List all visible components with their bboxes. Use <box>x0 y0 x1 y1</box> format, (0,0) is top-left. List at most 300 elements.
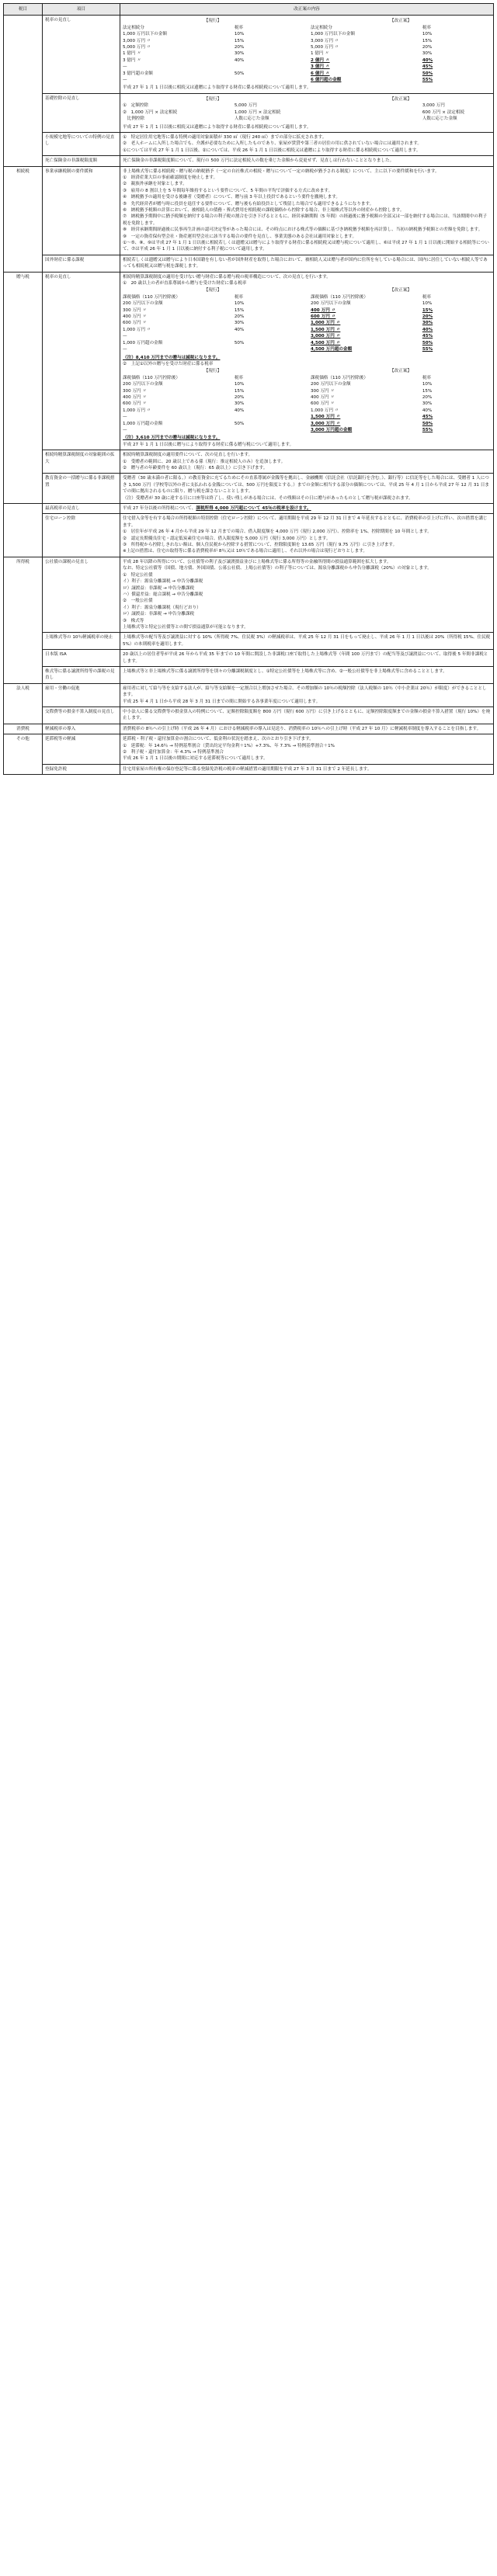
rate-table-header: 【現行】 <box>203 369 222 374</box>
content-cell <box>120 734 494 765</box>
rate-cell <box>311 340 491 346</box>
content-cell <box>120 724 494 734</box>
item-cell: 日本版 ISA <box>43 650 120 667</box>
content-line: ①〜⑤、⑧、⑨は平成 27 年 1 月 1 日以後に相続若しくは遺贈又は贈与により取得する財産に係る相続税又は贈与税について適用し、⑥は平成 27 年 1 月 1 日以後に開始する相続等について、⑦は平成 26 年 1 月 1 日以後に納付する利子税について適用します。 <box>123 241 489 252</box>
column-header-item: 項目 <box>43 4 120 16</box>
item-cell: 雇用・労働の促進 <box>43 683 120 706</box>
content-line: なお、特定公社債等（国債、地方債、外国国債、公募公社債、上場公社債等）の利子等については、源泉分離課税から申告分離課税（20%）の対象とします。 <box>123 566 432 571</box>
rate-label: 1 億円 〃 <box>123 51 141 57</box>
content-line: 死亡保険金の非課税限度額について、現行の 500 万円に法定相続人の数を乗じた金額から変更せず、見直しは行わないこととなりました。 <box>123 158 394 164</box>
rate-label: 400 万円 〃 <box>123 314 148 320</box>
rate-cell <box>123 381 303 387</box>
rate-label: 600 万円 〃 <box>123 401 148 407</box>
rate-value: 15% <box>422 38 433 43</box>
rate-label: 1,000 万円以下の金額 <box>123 32 167 37</box>
content-line: ③ 株式等 <box>123 618 144 623</box>
rate-label: 2 億円 〃 <box>311 57 330 63</box>
rate-value: 30% <box>422 51 433 57</box>
content-line: 平成 25 年 4 月 1 日から平成 28 年 3 月 31 日までの間に開始する各事業年度について適用します。 <box>123 699 321 704</box>
rate-cell <box>311 421 491 427</box>
rate-label: 400 万円 〃 <box>311 394 335 400</box>
item-cell: 最高税率の見直し <box>43 504 120 514</box>
rate-table-header: 【現行】 <box>203 19 222 24</box>
rate-cell <box>123 346 303 352</box>
rate-value: 人数に応じた金額 <box>234 116 269 122</box>
rate-value: 15% <box>234 38 245 43</box>
rate-value: 15% <box>234 388 245 394</box>
table-row <box>4 16 494 93</box>
rate-label: 1,000 万円超の金額 <box>123 421 163 426</box>
rate-value: 10% <box>234 382 245 387</box>
table-row <box>4 156 494 166</box>
rate-value: 5,000 万円 <box>234 103 257 109</box>
content-cell <box>120 255 494 272</box>
content-line: ② 贈与者の年齢要件を 60 歳以上（現行：65 歳以上）に引き下げます。 <box>123 466 268 470</box>
table-row <box>4 166 494 255</box>
category-cell <box>4 504 43 557</box>
content-line: ロ）譲渡益：非課税 → 申告分離課税 <box>123 585 195 591</box>
content-line: ① 受贈者の範囲に、20 歳以上である孫（現行：推定相続人のみ）を追加します。 <box>123 459 286 464</box>
content-cell <box>120 683 494 706</box>
rate-label: 6 億円 〃 <box>311 71 330 76</box>
rate-cell <box>123 320 303 326</box>
rate-label: 1,000 万円超の金額 <box>123 340 163 345</box>
rate-value: 税率 <box>422 375 432 380</box>
rate-label: 課税価格（110 万円控除後） <box>311 294 368 300</box>
content-line: 上場株式等と非上場株式等に係る譲渡所得等を別々の分離課税制度とし、①特定公社債等を上場株式等に含め、②一般公社債等を非上場株式等に含めることとします。 <box>123 668 447 674</box>
item-cell: 延滞税等の軽減 <box>43 734 120 765</box>
content-line: 中小法人に係る交際費等の損金算入の特例について、定額控除限度額を 800 万円（現行 600 万円）に引き上げるとともに、定額控除限度額までの金額の損金不算入措置（現行 10%）を廃止します。 <box>123 710 491 721</box>
content-cell <box>120 650 494 667</box>
rate-label: — <box>123 427 127 432</box>
content-line: 住宅借入金等を有する場合の所得税額の特別控除（住宅ローン控除）について、適用期限を平成 29 年 12 月 31 日まで 4 年延長するとともに、消費税率の引上げに伴い、次の措置を講じます。 <box>123 516 488 528</box>
rate-value: 20% <box>422 314 433 320</box>
rate-value: 45% <box>422 334 433 339</box>
table-row <box>4 514 494 557</box>
rate-label: 3 億円 〃 <box>311 64 330 70</box>
emphasis-text: 課税所得 4,000 万円超について 45％の税率を設けます。 <box>196 506 311 512</box>
rate-label: 5,000 万円 〃 <box>311 45 339 50</box>
content-line: ロ）譲渡益：非課税 → 申告分離課税 <box>123 612 195 617</box>
rate-cell <box>123 408 303 414</box>
rate-label: 1,000 万円 〃 <box>311 321 341 326</box>
content-cell <box>120 504 494 514</box>
content-line: 雇用者に対して給与等を支給する法人が、給与等支給額を一定割合以上増加させた場合、その増加額の 10％の税額控除（法人税額の 10％（中小企業は 20％）が限度）ができることとします。 <box>123 686 487 698</box>
rate-label: 300 万円 〃 <box>311 388 335 394</box>
rate-value: 3,000 万円 <box>422 103 445 109</box>
rate-cell <box>123 25 303 31</box>
rate-value: 20% <box>422 45 433 50</box>
column-header-content: 改正案の内容 <box>120 4 494 16</box>
rate-label <box>311 102 422 109</box>
rate-value: 税率 <box>234 25 244 30</box>
rate-value: 45% <box>422 64 433 70</box>
rate-cell <box>123 77 303 83</box>
rate-cell <box>311 388 491 394</box>
rate-cell <box>311 375 491 381</box>
category-cell: 法人税 <box>4 683 43 724</box>
content-cell <box>120 16 494 93</box>
rate-label <box>311 109 422 116</box>
rate-label: 1,000 万円 〃 <box>123 327 151 332</box>
rate-label: 3,000 万円 〃 <box>311 38 339 43</box>
rate-value: 税率 <box>234 294 244 300</box>
table-row <box>4 683 494 706</box>
rate-value: 40% <box>234 327 245 332</box>
rate-value <box>235 77 303 83</box>
table-row <box>4 557 494 632</box>
rate-cell <box>311 64 491 70</box>
table-header-row <box>4 4 494 16</box>
rate-label: — <box>123 347 127 352</box>
content-line: ① 経済産業大臣の事前確認制度を廃止します。 <box>123 175 218 180</box>
category-cell: 消費税 <box>4 724 43 734</box>
item-cell: 税率の見直し <box>43 272 120 450</box>
table-row <box>4 93 494 132</box>
rate-cell <box>123 44 303 50</box>
rate-label: 比例控除 <box>123 116 144 122</box>
table-row <box>4 450 494 474</box>
table-row <box>4 724 494 734</box>
content-cell <box>120 156 494 166</box>
rate-value <box>235 64 303 70</box>
rate-label: 300 万円 〃 <box>123 388 148 394</box>
rate-table <box>123 18 491 83</box>
table-body <box>4 16 494 775</box>
rate-label: 300 万円 〃 <box>123 307 148 313</box>
rate-cell <box>311 102 491 109</box>
rate-label: 課税価格（110 万円控除後） <box>123 375 180 380</box>
rate-value: 1,000 万円 × 法定相続 <box>234 109 281 115</box>
rate-value <box>235 427 303 433</box>
table-row <box>4 504 494 514</box>
content-line: 上場株式等と特定公社債等との間で損益通算が可能となります。 <box>123 624 248 630</box>
content-line: ① 延滞税：年 14.6％ → 特例基準割合（貸出約定平均金利＋1%）+7.3%、年 7.3% → 特例基準割合＋1% <box>123 743 335 748</box>
rate-cell <box>123 102 303 109</box>
content-line: ⑤ 先代経営者が贈与時に役員を退任する要件について、贈与後も有給役員として残留した場合でも適用できるようになります。 <box>123 201 374 207</box>
rate-table-header: 【現行】 <box>203 288 222 293</box>
item-cell: 税率の見直し <box>43 16 120 93</box>
content-line: ① 特定公社債 <box>123 572 153 578</box>
rate-cell <box>123 388 303 394</box>
rate-cell <box>311 25 491 31</box>
rate-cell <box>123 38 303 44</box>
content-line: ④ 納税猶予の適用を受ける後継者（受贈者）について、贈与前 3 年以上役員であるという要件を撤廃します。 <box>123 195 340 200</box>
rate-cell <box>311 44 491 50</box>
rate-label: — <box>123 334 127 339</box>
content-line: ⑥ 納税猶予税額の計算において、被相続人の債務・葬式費用を相続税の課税価格から控除する場合、非上場株式等以外の財産から控除します。 <box>123 207 405 213</box>
rate-cell <box>311 307 491 314</box>
rate-table <box>123 287 491 352</box>
rate-table-header: 【改正案】 <box>390 369 412 374</box>
rate-label: 4,500 万円 〃 <box>311 340 341 345</box>
content-line: ①については平成 27 年 1 月 1 日以後、②については、平成 26 年 1 月 1 日以後に相続又は遺贈により取得する財産に係る相続税について適用します。 <box>123 148 421 153</box>
content-line: ② 老人ホームに入所した場合でも、介護が必要なために入所したものであり、家屋が賃貸や第三者の居住の用に供されていない場合には適用されます。 <box>123 141 422 147</box>
rate-cell <box>311 381 491 387</box>
content-line: ⑨ 一定の資産保有型会社・資産運用型会社に該当する場合の要件を見直し、事業実態のある会社は適用対象とします。 <box>123 234 357 239</box>
content-line: ⑦ 納税猶予期間中に猶予税額を納付する場合の利子税の割合を引き下げるとともに、経営承継期間（5 年間）の経過後に猶予税額の全部又は一部を納付する場合には、当該期間中の利子税を免除します。 <box>123 214 488 226</box>
table-row <box>4 764 494 774</box>
category-cell: 相続税 <box>4 166 43 272</box>
rate-cell <box>123 307 303 314</box>
rate-cell <box>123 340 303 346</box>
rate-cell <box>311 346 491 352</box>
rate-cell <box>311 314 491 320</box>
rate-value: 15% <box>234 307 245 313</box>
item-cell: 基礎控除の見直し <box>43 93 120 132</box>
rate-label: 200 万円以下の金額 <box>311 301 351 307</box>
rate-value: 40% <box>234 57 245 63</box>
rate-cell <box>311 116 491 122</box>
rate-cell <box>123 294 303 300</box>
rate-value: 20% <box>234 394 245 400</box>
rate-value: 50% <box>234 71 245 76</box>
table-row <box>4 272 494 450</box>
rate-value <box>235 414 303 420</box>
content-cell <box>120 764 494 774</box>
rate-cell <box>311 300 491 307</box>
category-cell: 所得税 <box>4 557 43 683</box>
rate-cell <box>311 294 491 300</box>
category-cell: その他 <box>4 734 43 775</box>
content-line: 受贈者（30 歳未満の者に限る。）の教育資金に充てるためにその直系尊属が金銭等を拠出し、金融機関（信託会社（信託銀行を含む。）、銀行等）に信託等をした場合には、受贈者 1 人につき 1,500 万円（学校等以外の者に支払われる金銭については、500 万円を限度とする。）までの金額に相当する部分の価額については、平成 25 年 4 月 1 日から平成 27 年 12 月 31 日までの間に拠出されるものに限り、贈与税を課さないこととします。 <box>123 476 489 495</box>
rate-table <box>123 368 491 433</box>
rate-label: 5,000 万円 〃 <box>123 45 151 50</box>
column-header-category: 税目 <box>4 4 43 16</box>
category-cell: 贈与税 <box>4 272 43 503</box>
rate-label: 600 万円 〃 <box>311 401 335 407</box>
rate-label: — <box>123 64 127 70</box>
rate-cell <box>311 333 491 339</box>
content-line: 20 歳以上の居住者等が平成 26 年から平成 35 年までの 10 年間に開設した非課税口座で取得した上場株式等（年間 100 万円まで）の配当等及び譲渡益について、取得後 5 年間非課税とします。 <box>123 652 488 664</box>
rate-value: 10% <box>422 382 433 387</box>
rate-label: 400 万円 〃 <box>311 307 336 313</box>
content-line: 相続時精算課税制度の適用を受けない贈与財産に係る贈与税の税率構造について、次の見直しを行います。 <box>123 274 331 279</box>
content-cell <box>120 450 494 474</box>
table-row <box>4 474 494 504</box>
item-cell: 登録免許税 <box>43 764 120 774</box>
rate-value: 30% <box>422 321 433 326</box>
rate-value <box>235 346 303 352</box>
rate-value <box>235 333 303 339</box>
rate-cell <box>123 314 303 320</box>
rate-value: 50% <box>422 421 433 426</box>
rate-label: 3 億円 〃 <box>123 57 141 63</box>
content-line: 相続若しくは遺贈又は贈与により日本国籍を有しない者が国外財産を取得した場合において、被相続人又は贈与者が国内に住所を有している場合には、国内に居住していない相続人等であっても相続税又は贈与税を課税します。 <box>123 257 488 269</box>
item-cell: 交際費等の損金不算入制度の見直し <box>43 707 120 724</box>
content-cell <box>120 514 494 557</box>
rate-label: 課税価格（110 万円控除後） <box>123 294 180 300</box>
rate-cell <box>123 327 303 333</box>
rate-cell <box>123 394 303 401</box>
content-line: ⑧ 経営承継期間経過後に民事再生計画の認可決定等があった場合には、その時点における株式等の価額に基づき納税猶予税額を再計算し、当初の納税猶予税額との差額を免除します。 <box>123 227 483 233</box>
rate-table-header: 【改正案】 <box>390 19 412 24</box>
rate-cell <box>123 116 303 122</box>
rate-value: 40% <box>422 327 433 332</box>
category-cell <box>4 16 43 166</box>
table-row <box>4 633 494 650</box>
content-line: ② 上記①以外の贈与を受けた財産に係る税率 <box>123 361 214 366</box>
content-line: ② 一般公社債 <box>123 599 153 604</box>
rate-cell <box>123 31 303 37</box>
rate-label: ② 1,000 万円 × 法定相続 <box>123 109 178 115</box>
rate-label: 1,000 万円以下の金額 <box>311 32 355 37</box>
rate-table-header: 【改正案】 <box>390 96 412 102</box>
rate-label: 1 億円 〃 <box>311 51 329 57</box>
content-line: ③ 雇用の 8 割以上を 5 年間毎年維持するという要件について、5 年間の平均で評価する方式に改めます。 <box>123 188 333 193</box>
rate-label: 3 億円超の金額 <box>123 71 153 76</box>
rate-label: 課税価格（110 万円控除後） <box>311 375 368 380</box>
content-line: 平成 27 年 1 月 1 日以後に相続又は遺贈により取得する財産に係る相続税について適用します。 <box>123 124 311 130</box>
rate-cell <box>311 77 491 83</box>
rate-value: 40% <box>234 408 245 413</box>
content-line: ※上記の措置は、住宅の取得等に係る消費税率が 8％又は 10％である場合に適用し、それ以外の場合は現行どおりとします。 <box>123 549 367 554</box>
content-cell <box>120 93 494 132</box>
item-cell: 株式等に係る譲渡所得等の課税の見直し <box>43 666 120 683</box>
rate-label: 400 万円 〃 <box>123 394 148 400</box>
content-cell <box>120 707 494 724</box>
rate-value: 人数に応じた金額 <box>422 116 457 122</box>
content-line: 消費税率の 8％への引上げ時（平成 26 年 4 月）における軽減税率の導入は見送り、消費税率の 10％への引上げ時（平成 27 年 10 月）に軽減税率制度を導入することを目指します。 <box>123 726 481 731</box>
rate-cell <box>311 414 491 420</box>
rate-value: 50% <box>234 340 245 345</box>
content-cell <box>120 557 494 632</box>
item-cell: 事業承継税制の要件緩和 <box>43 166 120 255</box>
rate-cell <box>123 401 303 407</box>
rate-label: 3,000 万円 〃 <box>311 421 341 426</box>
table-row <box>4 255 494 272</box>
rate-value: 40% <box>422 408 433 413</box>
content-line: イ）利子：源泉分離課税（現行どおり） <box>123 605 201 610</box>
rate-value: 45% <box>422 415 433 420</box>
rate-value: 30% <box>422 401 433 407</box>
rate-value: 税率 <box>422 294 432 300</box>
rate-label: 法定相続分 <box>311 25 332 30</box>
content-line: 相続時精算課税制度の適用要件について、次の見直しを行います。 <box>123 453 253 458</box>
rate-cell <box>311 408 491 414</box>
rate-cell <box>123 414 303 420</box>
rate-value: 55% <box>422 427 433 432</box>
rate-label: 1,500 万円 〃 <box>311 327 341 332</box>
rate-cell <box>123 421 303 427</box>
content-line: 平成 27 年分以後の所得税について、課税所得 4,000 万円超について 45％の税率を設けます。 <box>123 506 311 512</box>
content-cell <box>120 666 494 683</box>
rate-value: 20% <box>234 45 245 50</box>
content-cell <box>120 272 494 450</box>
rate-label: 1,500 万円 〃 <box>311 415 341 420</box>
content-line: ① 20 歳以上の者が直系尊属から贈与を受けた財産に係る税率 <box>123 281 247 286</box>
rate-label: — <box>123 415 127 420</box>
rate-label: 3,000 万円 〃 <box>311 334 341 339</box>
rate-cell <box>123 375 303 381</box>
rate-cell <box>123 427 303 433</box>
content-line: ① 特定居住用宅地等に係る特例の適用対象面積が 330 ㎡（現行 240 ㎡）までの部分に拡充されます。 <box>123 134 327 140</box>
content-line: 平成 26 年 1 月 1 日以後の期間に対応する延滞税等について適用します。 <box>123 756 268 762</box>
rate-cell <box>311 38 491 44</box>
content-line: 非上場株式等に係る相続税・贈与税の納税猶予（一定の自社株式の相続・贈与について一定の納税が猶予される制度）について、主に以下の要件緩和を行います。 <box>123 168 440 174</box>
table-row <box>4 132 494 155</box>
content-line: イ）利子：源泉分離課税 → 申告分離課税 <box>123 579 203 585</box>
rate-value: 15% <box>422 388 433 394</box>
rate-value: 40% <box>422 57 433 63</box>
content-cell <box>120 166 494 255</box>
rate-cell <box>311 71 491 77</box>
content-cell <box>120 633 494 650</box>
rate-value: 10% <box>234 301 245 307</box>
rate-cell <box>311 57 491 64</box>
rate-cell <box>311 327 491 333</box>
tax-reform-table <box>3 3 494 775</box>
content-line: （注）8,410 万円までの贈与は減税になります。 <box>123 355 221 360</box>
rate-value: 税率 <box>234 375 244 380</box>
content-line: （注）3,610 万円までの贈与は減税になります。 <box>123 436 221 441</box>
item-cell: 住宅ローン控除 <box>43 514 120 557</box>
rate-value: 30% <box>234 51 245 57</box>
rate-value: 50% <box>234 421 245 426</box>
table-row <box>4 666 494 683</box>
rate-label: 200 万円以下の金額 <box>123 382 163 387</box>
rate-cell <box>311 320 491 326</box>
rate-label: 600 万円 〃 <box>311 314 336 320</box>
content-cell <box>120 132 494 155</box>
rate-label: 200 万円以下の金額 <box>311 382 351 387</box>
rate-label: 1,000 万円 〃 <box>123 408 151 413</box>
item-cell: 教育資金の一括贈与に係る非課税措置 <box>43 474 120 504</box>
item-cell: 死亡保険金の非課税限度額 <box>43 156 120 166</box>
rate-value: 20% <box>422 394 433 400</box>
item-cell: 公社債の課税の見直し <box>43 557 120 632</box>
rate-label: ① 定額控除 <box>123 103 148 109</box>
rate-cell <box>311 401 491 407</box>
content-line: ③ 所得税から控除しきれない額は、個人住民税から控除する措置について、控除限度額を 13.65 万円（現行 9.75 万円）に引き上げます。 <box>123 543 398 548</box>
rate-table-header: 【現行】 <box>203 96 222 102</box>
content-line: 住宅用家屋の所有権の保存登記等に係る登録免許税の税率の軽減措置の適用期限を平成 27 年 3 月 31 日まで 2 年延長します。 <box>123 766 372 772</box>
rate-value: 30% <box>234 401 245 407</box>
rate-label: — <box>123 78 127 83</box>
rate-value: 10% <box>422 301 433 307</box>
rate-cell <box>123 300 303 307</box>
rate-cell <box>311 31 491 37</box>
rate-cell <box>311 394 491 401</box>
content-line: ① 居住年が平成 26 年 4 月から平成 29 年 12 月までの場合、借入限度額を 4,000 万円（現行 2,000 万円）、控除率を 1%、控除期間を 10 年間とします。 <box>123 529 432 535</box>
table-row <box>4 734 494 765</box>
rate-table <box>123 96 491 123</box>
rate-value: 55% <box>422 347 433 352</box>
rate-cell <box>123 64 303 70</box>
rate-value: 55% <box>422 78 433 83</box>
content-line: 上場株式等の配当等及び譲渡益に対する 10%（所得税 7%、住民税 3%）の軽減税率は、平成 25 年 12 月 31 日をもって廃止し、平成 26 年 1 月 1 日以後は 20%（所得税 15%、住民税 5%）の本則税率を適用します。 <box>123 635 492 647</box>
rate-label: 200 万円以下の金額 <box>123 301 163 307</box>
rate-cell <box>311 109 491 116</box>
rate-label: 法定相続分 <box>123 25 144 30</box>
rate-label: 4,500 万円超の金額 <box>311 347 353 352</box>
item-cell: 上場株式等の 10％軽減税率の廃止 <box>43 633 120 650</box>
table-row <box>4 707 494 724</box>
rate-value: 50% <box>422 71 433 76</box>
content-line: 延滞税・利子税・還付加算金の割合について、低金利の状況を踏まえ、次のとおり引き下げます。 <box>123 737 314 742</box>
rate-label: 3,000 万円 〃 <box>123 38 151 43</box>
rate-value: 10% <box>422 32 433 37</box>
item-cell: 小規模宅地等についての特例の見直し <box>43 132 120 155</box>
content-line: 平成 27 年 1 月 1 日以後に相続又は遺贈により取得する財産に係る相続税について適用します。 <box>123 85 311 91</box>
rate-value: 10% <box>234 32 245 37</box>
rate-label: 6 億円超の金額 <box>311 78 342 83</box>
rate-value: 15% <box>422 307 433 313</box>
rate-label: 3,000 万円超の金額 <box>311 427 353 432</box>
rate-cell <box>123 109 303 116</box>
content-line: ② 認定長期優良住宅・認定低炭素住宅の場合、借入限度額を 5,000 万円（現行 3,000 万円）とします。 <box>123 536 331 541</box>
item-cell: 軽減税率の導入 <box>43 724 120 734</box>
